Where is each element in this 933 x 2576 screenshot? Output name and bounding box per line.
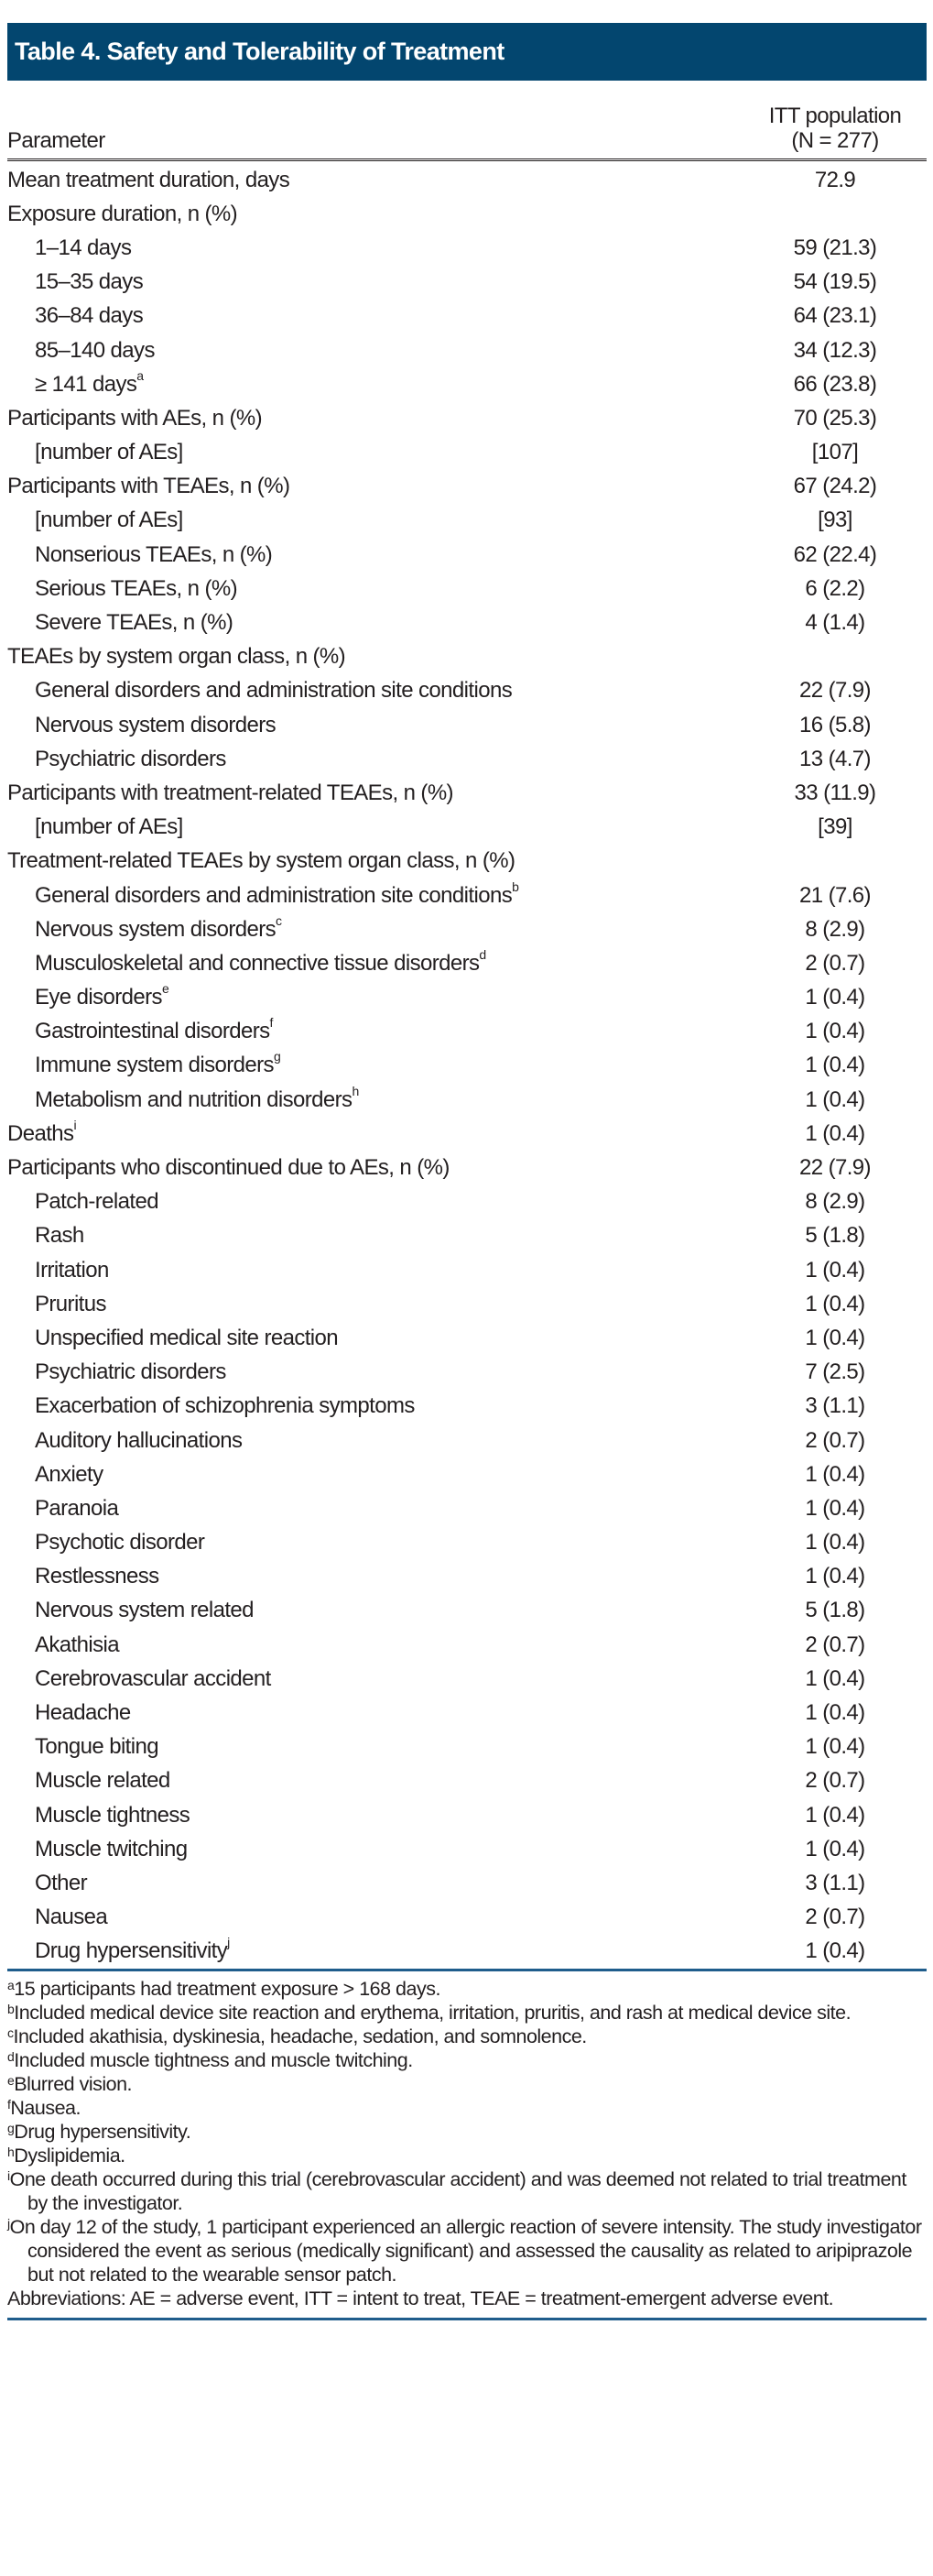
header-parameter: Parameter	[7, 128, 105, 153]
table-row	[7, 674, 927, 708]
footnote-text: Drug hypersensitivity.	[14, 2120, 191, 2143]
abbreviations: Abbreviations: AE = adverse event, ITT = intent to treat, TEAE = treatment-emergent adverse event.	[7, 2287, 834, 2309]
row-label-text: TEAEs by system organ class, n (%)	[7, 644, 346, 670]
table-title: Table 4. Safety and Tolerability of Treatment	[15, 38, 504, 65]
table-title-bar	[7, 23, 927, 81]
table-row	[7, 436, 927, 470]
table-row	[7, 266, 927, 300]
table-row	[7, 1696, 927, 1730]
row-label-text: Tongue biting	[35, 1734, 158, 1760]
row-label-text: Muscle tightness	[35, 1802, 190, 1828]
table-row	[7, 708, 927, 742]
row-label-text: [number of AEs]	[35, 508, 183, 533]
footnote	[7, 2001, 927, 2025]
row-value: 67 (24.2)	[793, 474, 877, 499]
row-value: 59 (21.3)	[793, 235, 877, 260]
row-label-text: ≥ 141 days	[35, 371, 137, 397]
row-label	[7, 1700, 131, 1726]
row-value: [39]	[818, 814, 852, 840]
table-header	[7, 82, 927, 161]
row-label-text: Drug hypersensitivity	[35, 1938, 228, 1964]
row-label	[7, 1258, 109, 1283]
footnote	[7, 2096, 927, 2120]
row-label	[7, 1049, 281, 1078]
row-value: 72.9	[814, 167, 856, 192]
row-value: 1 (0.4)	[805, 1019, 865, 1044]
table-row	[7, 163, 927, 197]
row-label-text: Musculoskeletal and connective tissue disorders	[35, 950, 480, 976]
row-label	[7, 1189, 158, 1215]
row-value: 1 (0.4)	[805, 1325, 865, 1350]
table-row	[7, 640, 927, 674]
row-value: 1 (0.4)	[805, 1086, 865, 1112]
table-row	[7, 367, 927, 401]
row-label	[7, 1117, 76, 1147]
row-value: 54 (19.5)	[793, 269, 877, 295]
row-value: 1 (0.4)	[805, 1700, 865, 1726]
row-value: 3 (1.1)	[805, 1393, 865, 1419]
table-row	[7, 742, 927, 776]
row-label-text: Mean treatment duration, days	[7, 167, 290, 192]
row-value: 70 (25.3)	[793, 405, 877, 431]
row-label	[7, 168, 289, 193]
table-row	[7, 776, 927, 810]
table-row	[7, 504, 927, 538]
row-label	[7, 1155, 450, 1181]
row-label-text: Rash	[35, 1223, 84, 1249]
row-label-text: Psychotic disorder	[35, 1530, 205, 1555]
table-row	[7, 1151, 927, 1184]
table-row	[7, 981, 927, 1015]
table-row	[7, 811, 927, 845]
row-label	[7, 1837, 187, 1862]
footnote	[7, 2215, 927, 2287]
row-label-text: [number of AEs]	[35, 814, 183, 840]
row-label	[7, 1905, 107, 1930]
row-label	[7, 981, 169, 1010]
row-value: 2 (0.7)	[805, 950, 865, 976]
row-label-text: Serious TEAEs, n (%)	[35, 575, 237, 601]
table-row	[7, 1526, 927, 1560]
footnote-text: Dyslipidemia.	[14, 2144, 125, 2167]
table-row	[7, 1560, 927, 1594]
row-label-text: Akathisia	[35, 1632, 119, 1657]
table-row	[7, 1798, 927, 1832]
footnote-marker: i	[7, 2167, 10, 2183]
footnote-marker: g	[273, 1049, 281, 1064]
row-value: 64 (23.1)	[793, 303, 877, 329]
row-label	[7, 1083, 359, 1113]
row-value: 22 (7.9)	[799, 678, 871, 704]
table-row	[7, 470, 927, 504]
footnote-marker: e	[161, 981, 169, 997]
table-row	[7, 538, 927, 572]
table-row	[7, 1594, 927, 1628]
row-label	[7, 713, 276, 738]
table-row	[7, 1832, 927, 1866]
row-label	[7, 848, 515, 874]
footnote-marker: d	[7, 2048, 15, 2064]
footnote-marker: j	[7, 2215, 10, 2231]
row-label	[7, 1292, 106, 1317]
table-row	[7, 401, 927, 435]
footnote	[7, 2025, 927, 2048]
footnote-text: Included muscle tightness and muscle twitching.	[14, 2048, 413, 2071]
table-row	[7, 1424, 927, 1457]
footnote-marker: f	[269, 1015, 273, 1031]
row-label-text: Exposure duration, n (%)	[7, 201, 238, 226]
row-value: [107]	[811, 440, 859, 465]
row-label-text: 85–140 days	[35, 337, 155, 363]
row-label	[7, 1598, 254, 1623]
row-value: 6 (2.2)	[805, 575, 865, 601]
table-row	[7, 1321, 927, 1355]
row-label	[7, 1768, 170, 1794]
footnote-text: Blurred vision.	[14, 2072, 133, 2095]
row-label-text: Participants with treatment-related TEAEs, n (%)	[7, 780, 453, 805]
row-label	[7, 269, 143, 295]
row-value: 8 (2.9)	[805, 916, 865, 942]
footnote-marker: a	[136, 367, 144, 383]
row-label-text: Headache	[35, 1700, 131, 1726]
row-value: 1 (0.4)	[805, 1053, 865, 1078]
table-row	[7, 1015, 927, 1049]
row-label	[7, 946, 486, 977]
footnote-text: Nausea.	[10, 2096, 81, 2119]
row-label	[7, 610, 233, 636]
row-label-text: Immune system disorders	[35, 1053, 274, 1078]
footnote-marker: f	[7, 2096, 11, 2112]
row-label-text: Nervous system disorders	[35, 916, 277, 942]
row-value: 5 (1.8)	[805, 1223, 865, 1249]
row-value: 2 (0.7)	[805, 1427, 865, 1453]
header-itt-population	[743, 104, 927, 153]
row-label-text: Nonserious TEAEs, n (%)	[35, 541, 273, 567]
table-row	[7, 1049, 927, 1083]
row-label-text: Restlessness	[35, 1564, 159, 1589]
row-value: 13 (4.7)	[799, 746, 871, 771]
row-label	[7, 678, 512, 704]
table-row	[7, 333, 927, 367]
row-label-text: Anxiety	[35, 1461, 103, 1487]
footnote-text: Included akathisia, dyskinesia, headache, sedation, and somnolence.	[13, 2025, 587, 2047]
footnote-marker: j	[227, 1935, 230, 1950]
footnote-marker: d	[479, 946, 486, 962]
row-label-text: Paranoia	[35, 1495, 119, 1521]
footnote-marker: b	[512, 879, 519, 894]
row-value: 33 (11.9)	[794, 780, 876, 805]
table-row	[7, 1390, 927, 1424]
footnote-text: 15 participants had treatment exposure > 168 days.	[14, 1977, 440, 2000]
footnote-text: On day 12 of the study, 1 participant experienced an allergic reaction of severe intensity. The study investigator considered the event as serious (medically significant) and assessed the causality as related to aripiprazole but not related to the wearable sensor patch.	[9, 2215, 922, 2286]
row-label-text: General disorders and administration site conditions	[35, 882, 513, 908]
row-label	[7, 474, 289, 499]
table-row	[7, 1730, 927, 1764]
row-label	[7, 814, 183, 840]
table-row	[7, 1287, 927, 1321]
row-label-text: Patch-related	[35, 1189, 158, 1215]
row-label-text: Exacerbation of schizophrenia symptoms	[35, 1393, 415, 1419]
row-value: [93]	[818, 508, 852, 533]
row-label-text: Participants who discontinued due to AEs, n (%)	[7, 1155, 450, 1181]
row-value: 1 (0.4)	[805, 1257, 865, 1283]
table-row	[7, 1253, 927, 1287]
row-label	[7, 1428, 242, 1454]
header-col-line2: (N = 277)	[791, 128, 879, 153]
row-label-text: Participants with AEs, n (%)	[7, 405, 262, 431]
row-label-text: General disorders and administration site conditions	[35, 678, 513, 704]
row-value: 22 (7.9)	[799, 1155, 871, 1181]
footnotes-bottom-rule	[7, 2318, 927, 2320]
row-label-text: Deaths	[7, 1120, 74, 1146]
table-row	[7, 572, 927, 606]
row-label	[7, 1359, 226, 1385]
row-label	[7, 542, 272, 568]
row-label	[7, 1015, 273, 1044]
row-label-text: Muscle related	[35, 1768, 170, 1794]
footnote	[7, 1977, 927, 2001]
table-row	[7, 1764, 927, 1798]
row-label	[7, 406, 262, 431]
row-label	[7, 1223, 84, 1249]
table-row	[7, 1901, 927, 1935]
row-label	[7, 367, 144, 398]
row-value: 1 (0.4)	[805, 1495, 865, 1521]
table-row	[7, 300, 927, 333]
row-label	[7, 1734, 158, 1760]
table-row	[7, 1662, 927, 1696]
row-label-text: Irritation	[35, 1257, 109, 1283]
row-label-text: Nervous system related	[35, 1598, 254, 1623]
row-label	[7, 303, 143, 329]
row-label	[7, 1632, 119, 1658]
row-label-text: Nausea	[35, 1905, 108, 1930]
row-label	[7, 440, 183, 465]
row-label	[7, 1935, 230, 1964]
row-value: 34 (12.3)	[793, 337, 877, 363]
row-label	[7, 235, 131, 261]
row-value: 8 (2.9)	[805, 1189, 865, 1215]
footnote	[7, 2167, 927, 2215]
row-label-text: Severe TEAEs, n (%)	[35, 610, 233, 636]
footnote-marker: i	[73, 1117, 76, 1132]
row-label-text: Unspecified medical site reaction	[35, 1325, 339, 1350]
row-label	[7, 1326, 338, 1351]
row-label	[7, 1496, 118, 1522]
table-row	[7, 845, 927, 879]
footnote-marker: c	[276, 912, 282, 928]
row-label	[7, 644, 345, 670]
row-label-text: Nervous system disorders	[35, 712, 277, 737]
row-value: 4 (1.4)	[805, 610, 865, 636]
row-value: 1 (0.4)	[805, 1461, 865, 1487]
row-label-text: 36–84 days	[35, 303, 144, 329]
row-label-text: Other	[35, 1870, 88, 1895]
table-row	[7, 231, 927, 265]
table-row	[7, 912, 927, 946]
row-value: 1 (0.4)	[805, 1734, 865, 1760]
row-label-text: Gastrointestinal disorders	[35, 1019, 270, 1044]
row-value: 2 (0.7)	[805, 1905, 865, 1930]
footnote-marker: e	[7, 2072, 15, 2088]
row-label-text: Participants with TEAEs, n (%)	[7, 474, 290, 499]
row-label	[7, 1564, 159, 1589]
row-label	[7, 879, 519, 909]
table-row	[7, 1935, 927, 1969]
table-row	[7, 879, 927, 912]
row-value: 1 (0.4)	[805, 1120, 865, 1146]
row-value: 5 (1.8)	[805, 1598, 865, 1623]
row-value: 1 (0.4)	[805, 1938, 865, 1964]
row-label	[7, 202, 237, 227]
table-body	[7, 161, 927, 1969]
row-value: 66 (23.8)	[793, 371, 877, 397]
table-row	[7, 1185, 927, 1219]
row-value: 16 (5.8)	[799, 712, 871, 737]
footnote-marker: c	[7, 2025, 14, 2040]
row-value: 1 (0.4)	[805, 1665, 865, 1691]
footnote	[7, 2120, 927, 2144]
table-row	[7, 946, 927, 980]
row-value: 3 (1.1)	[805, 1870, 865, 1895]
row-value: 21 (7.6)	[799, 882, 871, 908]
row-label	[7, 1666, 271, 1692]
row-label	[7, 1462, 103, 1488]
row-label	[7, 1803, 190, 1828]
row-value: 2 (0.7)	[805, 1632, 865, 1657]
footnote-marker: h	[7, 2144, 15, 2159]
row-label-text: Pruritus	[35, 1291, 106, 1316]
row-label	[7, 576, 237, 602]
row-value: 1 (0.4)	[805, 1291, 865, 1316]
row-value: 1 (0.4)	[805, 1802, 865, 1828]
table-row	[7, 1083, 927, 1117]
row-label-text: Psychiatric disorders	[35, 1359, 226, 1385]
row-label	[7, 1393, 415, 1419]
row-label-text: 1–14 days	[35, 235, 132, 260]
footnote-marker: h	[352, 1083, 359, 1098]
footnote-marker: g	[7, 2120, 15, 2135]
row-label-text: Metabolism and nutrition disorders	[35, 1086, 353, 1112]
row-label-text: Muscle twitching	[35, 1836, 188, 1861]
footnote-marker: b	[7, 2001, 15, 2016]
row-label	[7, 338, 155, 364]
table-row	[7, 1491, 927, 1525]
row-value: 1 (0.4)	[805, 985, 865, 1010]
row-value: 2 (0.7)	[805, 1768, 865, 1794]
row-label-text: Eye disorders	[35, 985, 162, 1010]
row-label-text: Psychiatric disorders	[35, 746, 226, 771]
footnote-text: Included medical device site reaction and erythema, irritation, pruritis, and rash at medical device site.	[14, 2001, 852, 2024]
table-row	[7, 606, 927, 639]
row-label	[7, 912, 282, 943]
row-value: 1 (0.4)	[805, 1836, 865, 1861]
header-col-line1: ITT population	[768, 104, 902, 128]
row-value: 7 (2.5)	[805, 1359, 865, 1385]
row-value: 1 (0.4)	[805, 1564, 865, 1589]
row-label	[7, 1530, 204, 1555]
row-label-text: Auditory hallucinations	[35, 1427, 243, 1453]
footnote-marker: a	[7, 1977, 15, 1992]
footnote	[7, 2048, 927, 2072]
footnote	[7, 2144, 927, 2167]
row-value: 62 (22.4)	[793, 541, 877, 567]
footnote-text: One death occurred during this trial (cerebrovascular accident) and was deemed not related to trial treatment by the investigator.	[9, 2167, 906, 2214]
row-value: 1 (0.4)	[805, 1530, 865, 1555]
row-label	[7, 1871, 87, 1896]
table-row	[7, 1219, 927, 1253]
row-label	[7, 780, 453, 806]
table-row	[7, 197, 927, 231]
footnote	[7, 2072, 927, 2096]
row-label-text: 15–35 days	[35, 269, 144, 295]
footnotes	[7, 1971, 927, 2318]
row-label	[7, 747, 226, 772]
row-label	[7, 508, 183, 533]
table-row	[7, 1117, 927, 1151]
table-row	[7, 1628, 927, 1662]
row-label-text: Treatment-related TEAEs by system organ class, n (%)	[7, 848, 515, 874]
row-label-text: Cerebrovascular accident	[35, 1665, 271, 1691]
row-label-text: [number of AEs]	[35, 440, 183, 465]
table-row	[7, 1866, 927, 1900]
table-row	[7, 1457, 927, 1491]
table-row	[7, 1356, 927, 1390]
safety-table	[7, 23, 927, 2320]
